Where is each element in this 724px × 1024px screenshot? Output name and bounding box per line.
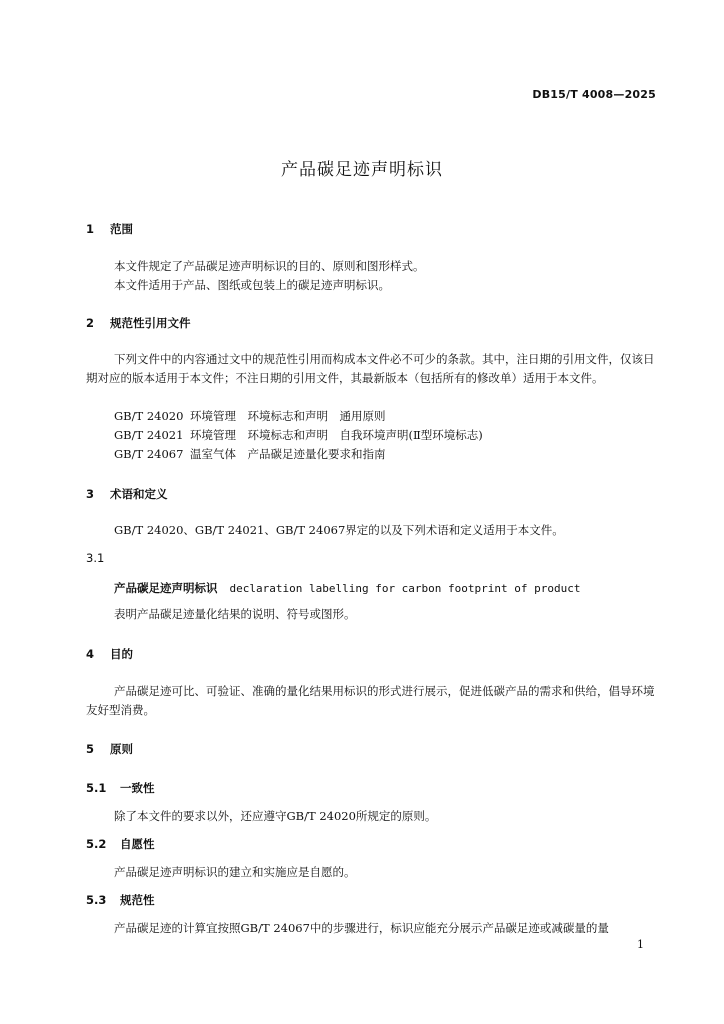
section-number: 1 [86, 222, 95, 236]
section-number: 5 [86, 742, 95, 756]
paragraph: GB/T 24020、GB/T 24021、GB/T 24067界定的以及下列术语和定义适用于本文件。 [114, 523, 564, 537]
section-title: 规范性引用文件 [110, 316, 191, 330]
reference-item [114, 445, 386, 464]
section-number: 2 [86, 316, 95, 330]
section-5-heading [86, 741, 133, 757]
page-number: 1 [637, 938, 644, 951]
reference-item [114, 407, 386, 426]
term-number: 3.1 [86, 551, 105, 565]
section-1-heading [86, 221, 133, 237]
paragraph: 除了本文件的要求以外，还应遵守GB/T 24020所规定的原则。 [114, 809, 437, 823]
reference-code: GB/T 24020 [114, 409, 184, 423]
reference-title: 环境管理 环境标志和声明 通用原则 [190, 409, 386, 423]
section-number: 3 [86, 487, 95, 501]
section-title: 范围 [110, 222, 134, 236]
paragraph: 下列文件中的内容通过文中的规范性引用而构成本文件必不可少的条款。其中，注日期的引用文件，仅该日期对应的版本适用于本文件；不注日期的引用文件，其最新版本（包括所有的修改单）适用于本文件。 [86, 352, 655, 385]
subsection-number: 5.2 [86, 837, 107, 851]
paragraph: 本文件规定了产品碳足迹声明标识的目的、原则和图形样式。 [114, 259, 425, 273]
subsection-5-3-heading [86, 892, 155, 908]
term-en: declaration labelling for carbon footprint of product [229, 582, 581, 595]
reference-item [114, 426, 483, 445]
section-3-heading [86, 486, 168, 502]
section-title: 原则 [110, 742, 134, 756]
reference-code: GB/T 24067 [114, 447, 184, 461]
subsection-number: 5.3 [86, 893, 107, 907]
term-entry [114, 580, 581, 596]
document-title: 产品碳足迹声明标识 [281, 160, 443, 180]
term-zh: 产品碳足迹声明标识 [114, 581, 218, 595]
document-code: DB15/T 4008—2025 [532, 88, 656, 101]
subsection-number: 5.1 [86, 781, 107, 795]
section-2-heading [86, 315, 191, 331]
subsection-5-1-heading [86, 780, 155, 796]
section-title: 术语和定义 [110, 487, 168, 501]
section-title: 目的 [110, 647, 134, 661]
paragraph: 产品碳足迹声明标识的建立和实施应是自愿的。 [114, 865, 356, 879]
subsection-5-2-heading [86, 836, 155, 852]
reference-code: GB/T 24021 [114, 428, 184, 442]
subsection-title: 一致性 [120, 781, 155, 795]
reference-title: 环境管理 环境标志和声明 自我环境声明(Ⅱ型环境标志) [190, 428, 483, 442]
paragraph: 产品碳足迹的计算宜按照GB/T 24067中的步骤进行，标识应能充分展示产品碳足迹或减碳量的量 [114, 921, 609, 935]
paragraph: 产品碳足迹可比、可验证、准确的量化结果用标识的形式进行展示，促进低碳产品的需求和供给，倡导环境友好型消费。 [86, 684, 655, 717]
subsection-title: 规范性 [120, 893, 155, 907]
subsection-title: 自愿性 [120, 837, 155, 851]
section-4-heading [86, 646, 133, 662]
reference-title: 温室气体 产品碳足迹量化要求和指南 [190, 447, 386, 461]
term-definition: 表明产品碳足迹量化结果的说明、符号或图形。 [114, 607, 356, 621]
section-number: 4 [86, 647, 95, 661]
paragraph: 本文件适用于产品、图纸或包装上的碳足迹声明标识。 [114, 278, 390, 292]
